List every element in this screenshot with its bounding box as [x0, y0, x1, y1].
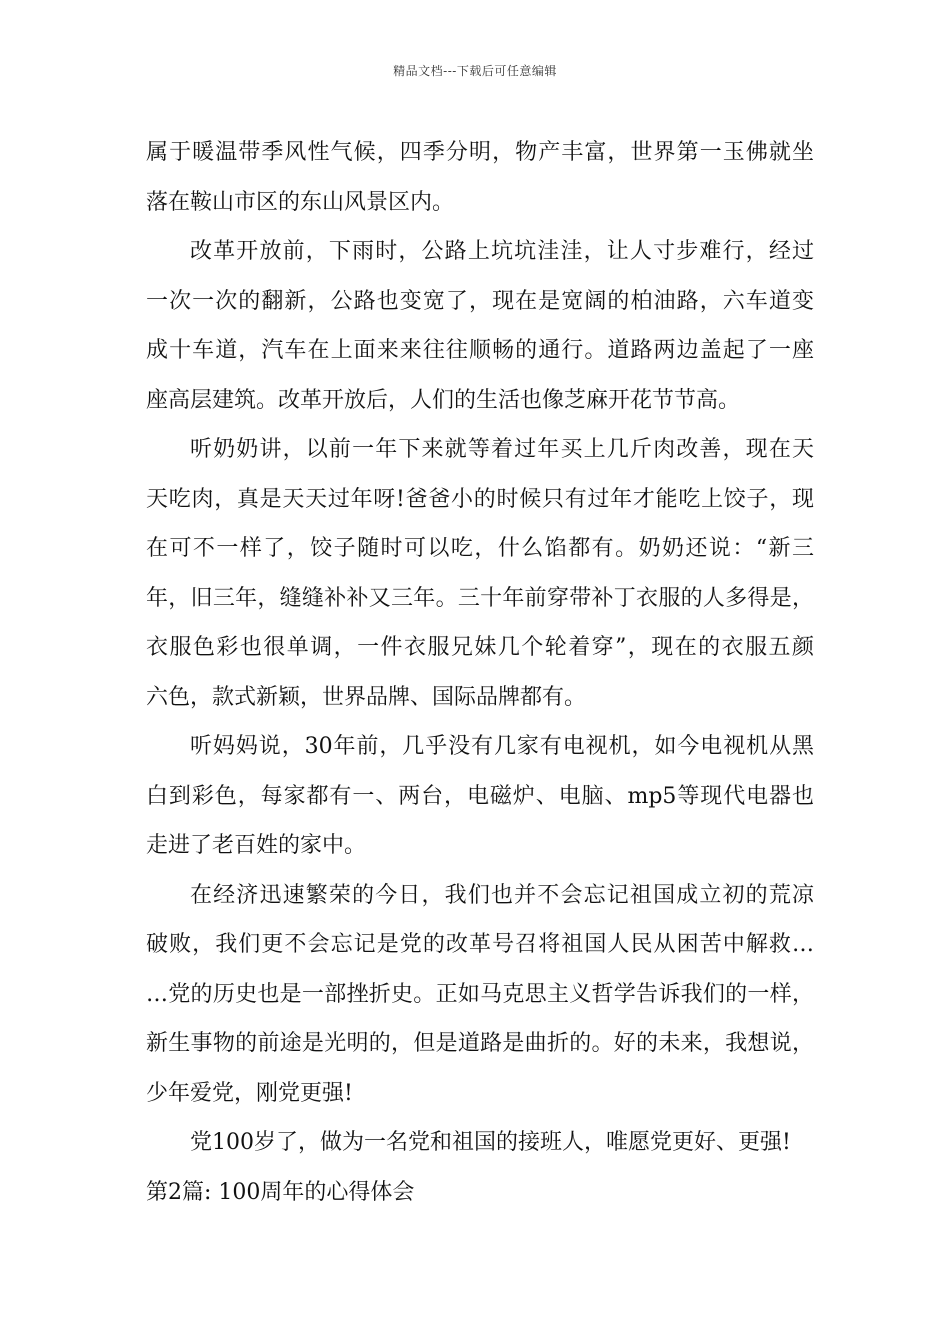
text-line: …党的历史也是一部挫折史。正如马克思主义哲学告诉我们的一样，: [146, 981, 814, 1007]
page-header: 精品文档---下载后可任意编辑: [393, 64, 557, 78]
text-line: 白到彩色，每家都有一、两台，电磁炉、电脑、mp5等现代电器也: [146, 783, 814, 809]
paragraph: [146, 233, 814, 431]
paragraph: [146, 877, 814, 1125]
document-body: [146, 134, 814, 1223]
paragraph: [146, 134, 814, 233]
text-line: 在可不一样了，饺子随时可以吃，什么馅都有。奶奶还说：“新三: [146, 536, 814, 561]
text-line: 一次一次的翻新，公路也变宽了，现在是宽阔的柏油路，六车道变: [146, 288, 814, 314]
text-line: 少年爱党，刚党更强!: [146, 1080, 353, 1106]
text-line: 走进了老百姓的家中。: [146, 833, 367, 858]
text-line: 听奶奶讲，以前一年下来就等着过年买上几斤肉改善，现在天: [190, 437, 814, 462]
text-line: 新生事物的前途是光明的，但是道路是曲折的。好的未来，我想说，: [146, 1031, 814, 1056]
text-line: 落在鞍山市区的东山风景区内。: [146, 189, 455, 215]
text-line: 破败，我们更不会忘记是党的改革号召将祖国人民从困苦中解救…: [146, 932, 814, 957]
text-line: 天吃肉，真是天天过年呀!爸爸小的时候只有过年才能吃上饺子，现: [146, 486, 814, 512]
text-line: 第2篇: 100周年的心得体会: [146, 1179, 415, 1205]
text-line: 座高层建筑。改革开放后，人们的生活也像芝麻开花节节高。: [146, 387, 741, 413]
paragraph: [146, 1174, 814, 1224]
paragraph: [146, 431, 814, 728]
text-line: 改革开放前，下雨时，公路上坑坑洼洼，让人寸步难行，经过: [190, 239, 814, 264]
text-line: 成十车道，汽车在上面来来往往顺畅的通行。道路两边盖起了一座: [146, 338, 814, 363]
text-line: 在经济迅速繁荣的今日，我们也并不会忘记祖国成立初的荒凉: [190, 882, 814, 908]
text-line: 党100岁了，做为一名党和祖国的接班人，唯愿党更好、更强!: [190, 1130, 791, 1155]
text-line: 年，旧三年，缝缝补补又三年。三十年前穿带补丁衣服的人多得是，: [146, 585, 814, 611]
text-line: 属于暖温带季风性气候，四季分明，物产丰富，世界第一玉佛就坐: [146, 140, 814, 165]
paragraph: [146, 1124, 814, 1174]
paragraph: [146, 728, 814, 877]
text-line: 衣服色彩也很单调，一件衣服兄妹几个轮着穿”，现在的衣服五颜: [146, 635, 814, 660]
text-line: 六色，款式新颖，世界品牌、国际品牌都有。: [146, 684, 587, 710]
text-line: 听妈妈说，30年前，几乎没有几家有电视机，如今电视机从黑: [190, 734, 814, 759]
